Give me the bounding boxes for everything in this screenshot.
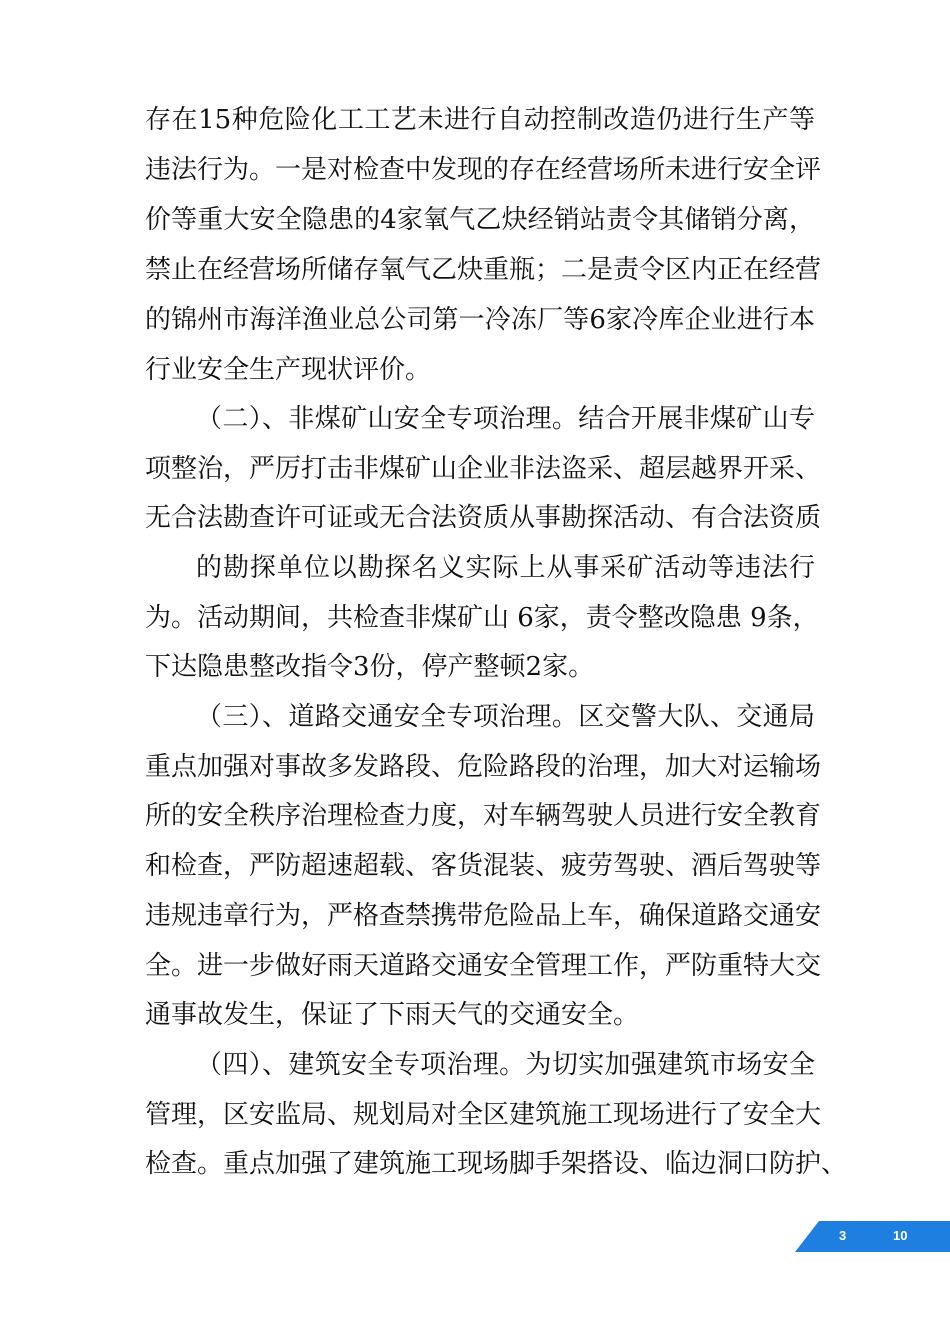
text-line: 全。进一步做好雨天道路交通安全管理工作，严防重特大交	[145, 951, 822, 981]
text-line: 的锦州市海洋渔业总公司第一冷冻厂等6家冷库企业进行本	[145, 305, 815, 335]
section-heading-line: （三）、道路交通安全专项治理。区交警大队、交通局	[196, 702, 815, 732]
current-page-number: 3	[839, 1228, 847, 1243]
text-line: 为。活动期间，共检查非煤矿山 6家，责令整改隐患 9条，	[145, 603, 819, 633]
text-line: 存在15种危险化工工艺未进行自动控制改造仍进行生产等	[145, 105, 815, 135]
page-footer-tab	[795, 1221, 950, 1252]
text-line: 项整治，严厉打击非煤矿山企业非法盗采、超层越界开采、	[145, 454, 822, 484]
total-pages-number: 10	[893, 1228, 908, 1243]
text-line: 无合法勘查许可证或无合法资质从事勘探活动、有合法资质	[145, 503, 822, 533]
text-line: 违规违章行为，严格查禁携带危险品上车，确保道路交通安	[145, 901, 822, 931]
text-line: 的勘探单位以勘探名义实际上从事采矿活动等违法行	[196, 553, 815, 583]
text-line: 管理，区安监局、规划局对全区建筑施工现场进行了安全大	[145, 1100, 822, 1130]
text-line: 重点加强对事故多发路段、危险路段的治理，加大对运输场	[145, 752, 822, 782]
text-line: 检查。重点加强了建筑施工现场脚手架搭设、临边洞口防护、	[145, 1149, 848, 1179]
text-line: 下达隐患整改指令3份，停产整顿2家。	[145, 652, 595, 682]
section-heading-line: （二）、非煤矿山安全专项治理。结合开展非煤矿山专	[196, 404, 815, 434]
section-heading-line: （四）、建筑安全专项治理。为切实加强建筑市场安全	[196, 1050, 815, 1080]
text-line: 通事故发生，保证了下雨天气的交通安全。	[145, 1000, 640, 1030]
text-line: 价等重大安全隐患的4家氧气乙炔经销站责令其储销分离，	[145, 205, 815, 235]
text-line: 所的安全秩序治理检查力度，对车辆驾驶人员进行安全教育	[145, 801, 822, 831]
text-line: 和检查，严防超速超载、客货混装、疲劳驾驶、酒后驾驶等	[145, 851, 822, 881]
text-line: 违法行为。一是对检查中发现的存在经营场所未进行安全评	[145, 155, 822, 185]
text-line: 禁止在经营场所储存氧气乙炔重瓶；二是责令区内正在经营	[145, 255, 822, 285]
text-line: 行业安全生产现状评价。	[145, 355, 432, 385]
